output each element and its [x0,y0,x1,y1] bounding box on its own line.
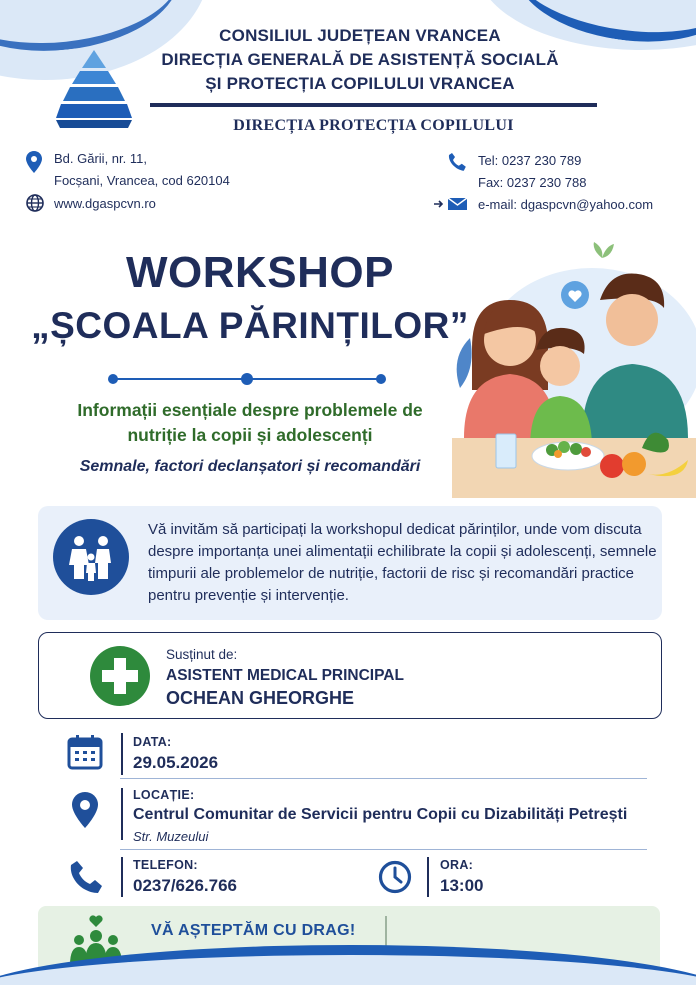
topic-subtitle [40,398,460,448]
location-value: Centrul Comunitar de Servicii pentru Copii cu Dizabilități Petrești [133,806,628,823]
phone-icon [448,152,466,172]
supporter-label: Susținut de: [166,647,238,662]
location-label: LOCAȚIE: [133,788,195,802]
detail-separator [121,788,123,840]
location-street: Str. Muzeului [133,829,209,844]
header-line: CONSILIUL JUDEȚEAN VRANCEA [219,26,501,45]
header-rule [150,103,597,107]
phone-number: Tel: 0237 230 789 [478,153,582,168]
institution-header [150,24,570,96]
address-line: Bd. Gării, nr. 11, [54,151,147,166]
family-icon [53,519,129,595]
divider-dot [108,374,118,384]
address-line: Focșani, Vrancea, cod 620104 [54,173,230,188]
phone-icon [70,860,102,894]
workshop-title: WORKSHOP [126,248,394,297]
detail-rule [120,849,647,850]
calendar-icon [67,734,103,770]
supporter-name: OCHEAN GHEORGHE [166,688,355,708]
phone-label: TELEFON: [133,858,198,872]
phone-value: 0237/626.766 [133,876,237,895]
website-link[interactable]: www.dgaspcvn.ro [54,196,156,211]
detail-separator [427,857,429,897]
invitation-text: Vă invităm să participați la workshopul dedicat părinților, unde vom discuta despre importanța unei alimentații echilibrate la copii și adolescenți, semnele timpurii ale problemelor de nutriție, factorii de risc și recomandări practice pentru prevenție și intervenție. [148,521,657,604]
location-pin-icon [72,792,98,828]
globe-icon [26,194,44,212]
divider-dot [376,374,386,384]
supporter-box [38,632,662,719]
date-label: DATA: [133,735,172,749]
time-label: ORA: [440,858,474,872]
email-link[interactable]: e-mail: dgaspcvn@yahoo.com [478,197,654,212]
title-divider [112,378,382,380]
header-line: ȘI PROTECȚIA COPILULUI VRANCEA [205,74,515,93]
address [54,148,230,192]
detail-separator [121,857,123,897]
header-line: DIRECȚIA GENERALĂ DE ASISTENȚĂ SOCIALĂ [161,50,559,69]
email-icon [434,197,468,211]
supporter-role: ASISTENT MEDICAL PRINCIPAL [166,667,404,684]
clock-icon [378,860,412,894]
date-value: 29.05.2026 [133,753,219,772]
medical-cross-icon [90,646,150,706]
header-subtitle: DIRECȚIA PROTECȚIA COPILULUI [233,117,514,134]
logo-pyramid-icon [56,48,132,130]
location-pin-icon [26,151,42,173]
fax-number: Fax: 0237 230 788 [478,175,587,190]
welcome-title: VĂ AȘTEPTĂM CU DRAG! [151,922,356,939]
topic-line: Informații esențiale despre problemele de [77,400,423,420]
topic-line: nutriție la copii și adolescenți [127,425,373,445]
phone-fax [478,150,586,194]
divider-dot [241,373,253,385]
detail-rule [120,778,647,779]
topic-tagline: Semnale, factori declanșatori și recomandări [79,458,421,475]
family-meal-illustration [452,238,696,498]
time-value: 13:00 [440,876,484,895]
invitation-box [38,506,662,620]
workshop-name: „ȘCOALA PĂRINȚILOR” [31,305,469,346]
detail-separator [121,733,123,775]
